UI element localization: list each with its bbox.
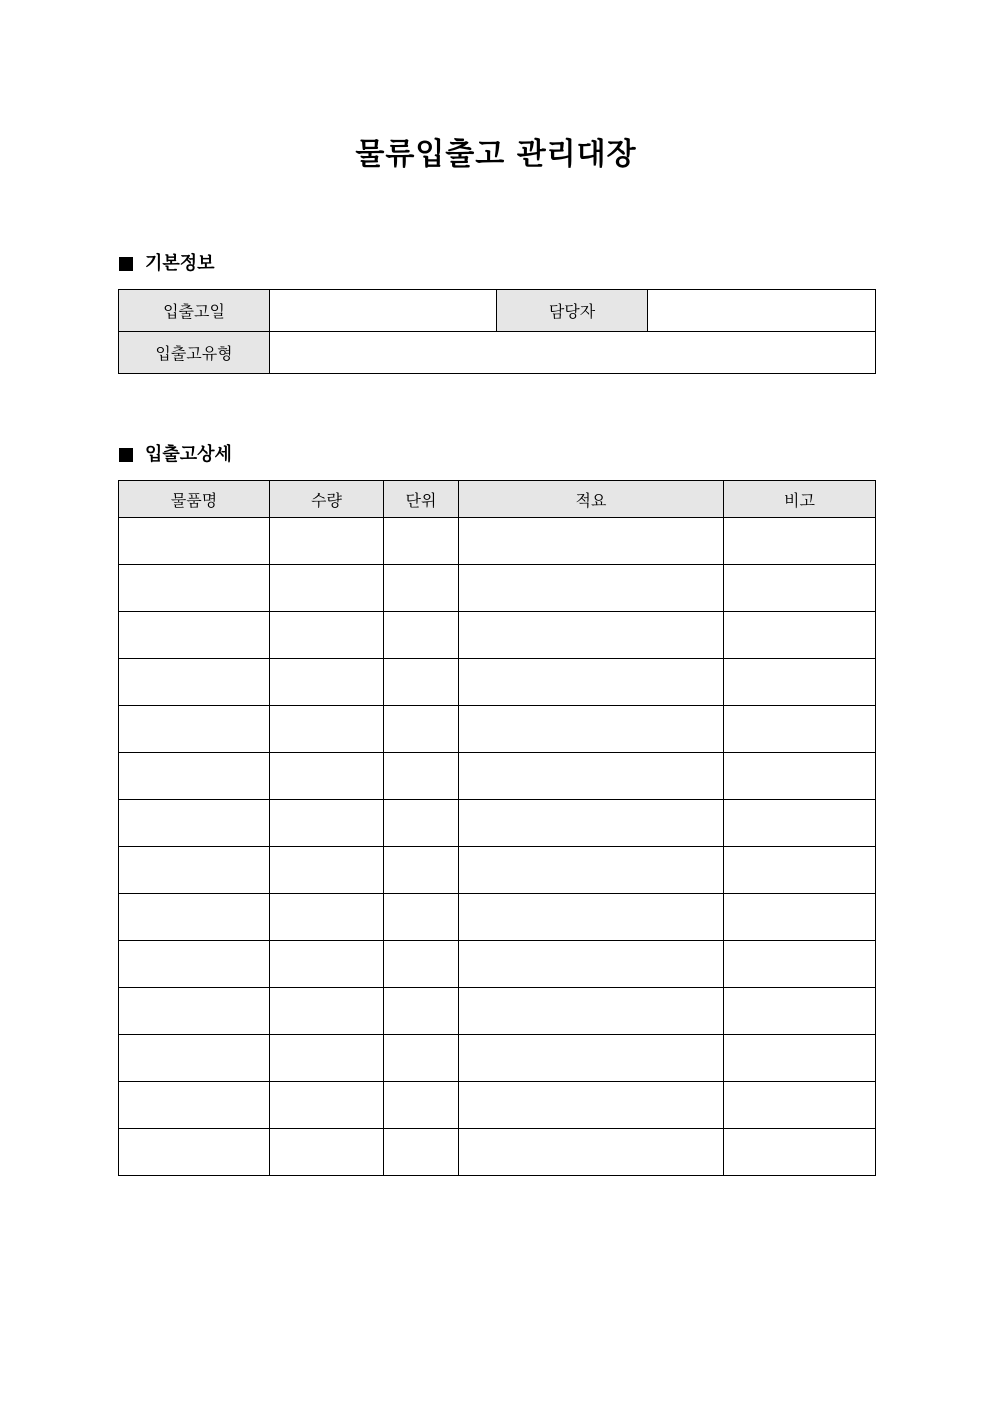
manager-field[interactable] bbox=[648, 290, 876, 332]
quantity-cell[interactable] bbox=[270, 847, 384, 894]
item-name-cell[interactable] bbox=[119, 847, 270, 894]
description-cell[interactable] bbox=[459, 1129, 724, 1176]
description-cell[interactable] bbox=[459, 612, 724, 659]
unit-cell[interactable] bbox=[384, 659, 459, 706]
description-cell[interactable] bbox=[459, 518, 724, 565]
basic-info-heading bbox=[119, 252, 215, 276]
quantity-cell[interactable] bbox=[270, 800, 384, 847]
quantity-cell[interactable] bbox=[270, 753, 384, 800]
table-row bbox=[119, 753, 876, 800]
description-cell[interactable] bbox=[459, 941, 724, 988]
unit-cell[interactable] bbox=[384, 988, 459, 1035]
description-cell[interactable] bbox=[459, 847, 724, 894]
quantity-cell[interactable] bbox=[270, 1129, 384, 1176]
remarks-cell[interactable] bbox=[724, 1082, 876, 1129]
type-field[interactable] bbox=[270, 332, 876, 374]
table-row bbox=[119, 612, 876, 659]
detail-table-body bbox=[119, 518, 876, 1176]
table-row bbox=[119, 706, 876, 753]
date-field[interactable] bbox=[270, 290, 497, 332]
unit-cell[interactable] bbox=[384, 1082, 459, 1129]
remarks-cell[interactable] bbox=[724, 847, 876, 894]
item-name-cell[interactable] bbox=[119, 753, 270, 800]
remarks-cell[interactable] bbox=[724, 800, 876, 847]
quantity-cell[interactable] bbox=[270, 988, 384, 1035]
table-row bbox=[119, 1035, 876, 1082]
type-label: 입출고유형 bbox=[119, 332, 270, 374]
unit-cell[interactable] bbox=[384, 894, 459, 941]
table-row bbox=[119, 1082, 876, 1129]
remarks-cell[interactable] bbox=[724, 1035, 876, 1082]
unit-cell[interactable] bbox=[384, 847, 459, 894]
item-name-cell[interactable] bbox=[119, 565, 270, 612]
remarks-cell[interactable] bbox=[724, 612, 876, 659]
square-bullet-icon bbox=[119, 257, 133, 271]
remarks-cell[interactable] bbox=[724, 565, 876, 612]
table-row bbox=[119, 847, 876, 894]
date-label: 입출고일 bbox=[119, 290, 270, 332]
unit-cell[interactable] bbox=[384, 706, 459, 753]
item-name-cell[interactable] bbox=[119, 894, 270, 941]
unit-cell[interactable] bbox=[384, 1129, 459, 1176]
detail-table bbox=[118, 480, 876, 1176]
table-row bbox=[119, 988, 876, 1035]
remarks-cell[interactable] bbox=[724, 706, 876, 753]
column-header-unit: 단위 bbox=[384, 481, 459, 518]
item-name-cell[interactable] bbox=[119, 1129, 270, 1176]
manager-label: 담당자 bbox=[497, 290, 648, 332]
quantity-cell[interactable] bbox=[270, 941, 384, 988]
item-name-cell[interactable] bbox=[119, 659, 270, 706]
basic-info-heading-text: 기본정보 bbox=[145, 253, 215, 274]
quantity-cell[interactable] bbox=[270, 612, 384, 659]
detail-header-row bbox=[119, 481, 876, 518]
item-name-cell[interactable] bbox=[119, 612, 270, 659]
description-cell[interactable] bbox=[459, 659, 724, 706]
item-name-cell[interactable] bbox=[119, 518, 270, 565]
description-cell[interactable] bbox=[459, 894, 724, 941]
table-row bbox=[119, 1129, 876, 1176]
table-row bbox=[119, 565, 876, 612]
basic-info-row bbox=[119, 332, 876, 374]
description-cell[interactable] bbox=[459, 988, 724, 1035]
unit-cell[interactable] bbox=[384, 800, 459, 847]
detail-heading bbox=[119, 443, 232, 467]
remarks-cell[interactable] bbox=[724, 941, 876, 988]
basic-info-table bbox=[118, 289, 876, 374]
column-header-remarks: 비고 bbox=[724, 481, 876, 518]
remarks-cell[interactable] bbox=[724, 753, 876, 800]
remarks-cell[interactable] bbox=[724, 1129, 876, 1176]
column-header-item-name: 물품명 bbox=[119, 481, 270, 518]
quantity-cell[interactable] bbox=[270, 894, 384, 941]
item-name-cell[interactable] bbox=[119, 988, 270, 1035]
quantity-cell[interactable] bbox=[270, 1082, 384, 1129]
table-row bbox=[119, 518, 876, 565]
quantity-cell[interactable] bbox=[270, 659, 384, 706]
description-cell[interactable] bbox=[459, 1082, 724, 1129]
description-cell[interactable] bbox=[459, 565, 724, 612]
table-row bbox=[119, 659, 876, 706]
quantity-cell[interactable] bbox=[270, 1035, 384, 1082]
item-name-cell[interactable] bbox=[119, 1082, 270, 1129]
quantity-cell[interactable] bbox=[270, 565, 384, 612]
table-row bbox=[119, 894, 876, 941]
item-name-cell[interactable] bbox=[119, 800, 270, 847]
square-bullet-icon bbox=[119, 448, 133, 462]
quantity-cell[interactable] bbox=[270, 518, 384, 565]
unit-cell[interactable] bbox=[384, 518, 459, 565]
remarks-cell[interactable] bbox=[724, 659, 876, 706]
description-cell[interactable] bbox=[459, 753, 724, 800]
description-cell[interactable] bbox=[459, 706, 724, 753]
description-cell[interactable] bbox=[459, 800, 724, 847]
remarks-cell[interactable] bbox=[724, 894, 876, 941]
detail-heading-text: 입출고상세 bbox=[145, 444, 232, 465]
table-row bbox=[119, 941, 876, 988]
item-name-cell[interactable] bbox=[119, 941, 270, 988]
column-header-quantity: 수량 bbox=[270, 481, 384, 518]
remarks-cell[interactable] bbox=[724, 518, 876, 565]
unit-cell[interactable] bbox=[384, 941, 459, 988]
quantity-cell[interactable] bbox=[270, 706, 384, 753]
unit-cell[interactable] bbox=[384, 565, 459, 612]
basic-info-row bbox=[119, 290, 876, 332]
remarks-cell[interactable] bbox=[724, 988, 876, 1035]
page-title: 물류입출고 관리대장 bbox=[355, 137, 637, 172]
item-name-cell[interactable] bbox=[119, 1035, 270, 1082]
unit-cell[interactable] bbox=[384, 612, 459, 659]
unit-cell[interactable] bbox=[384, 1035, 459, 1082]
column-header-description: 적요 bbox=[459, 481, 724, 518]
description-cell[interactable] bbox=[459, 1035, 724, 1082]
unit-cell[interactable] bbox=[384, 753, 459, 800]
table-row bbox=[119, 800, 876, 847]
item-name-cell[interactable] bbox=[119, 706, 270, 753]
